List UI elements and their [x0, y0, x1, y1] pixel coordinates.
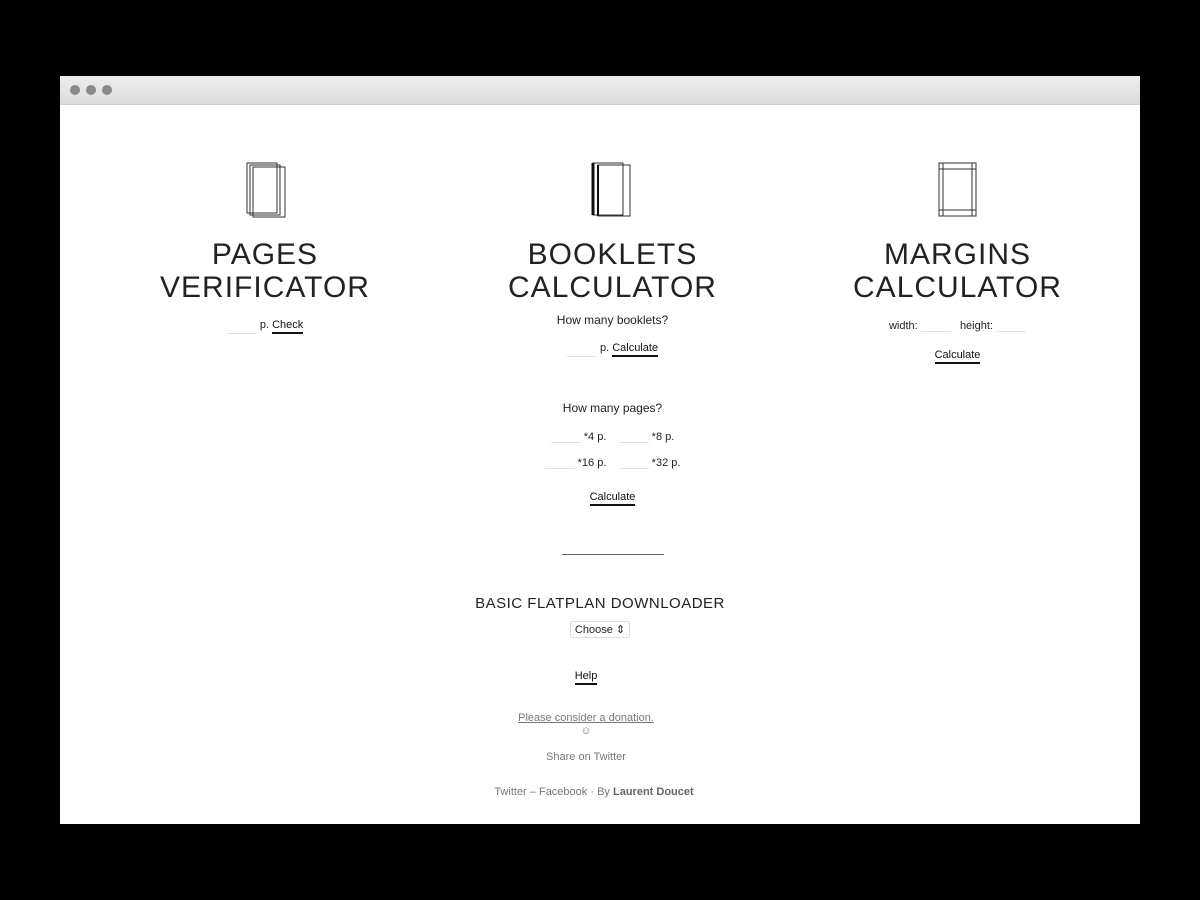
title-line-1: BOOKLETS — [527, 238, 698, 271]
pages-verificator-title — [120, 238, 410, 304]
browser-window — [60, 76, 1140, 824]
margins-page-icon — [937, 162, 979, 220]
title-line-2: CALCULATOR — [508, 271, 717, 304]
pages-unit-label: p. — [259, 319, 269, 331]
calculate-pages-row — [460, 491, 765, 506]
pages-stack-icon — [245, 162, 291, 220]
margins-size-row — [810, 319, 1105, 332]
pages-check-row — [120, 319, 410, 334]
width-input[interactable] — [921, 319, 951, 332]
smiley-row — [60, 725, 1126, 737]
maximize-window-icon[interactable] — [102, 85, 112, 95]
booklets-calculator-section — [460, 105, 765, 565]
title-line-1: MARGINS — [883, 238, 1031, 271]
flatplan-select-row — [60, 621, 1140, 638]
multiplier-row-1 — [460, 430, 765, 443]
title-line-2: VERIFICATOR — [160, 271, 370, 304]
height-input[interactable] — [996, 319, 1026, 332]
height-label: height: — [959, 320, 993, 332]
booklets-row — [460, 342, 765, 357]
help-row — [60, 670, 1126, 685]
pages-count-input[interactable] — [227, 321, 257, 334]
check-button[interactable]: Check — [272, 319, 303, 334]
footer-twitter-link[interactable]: Twitter — [494, 786, 527, 798]
donation-row — [60, 712, 1126, 724]
footer-by-label: By — [597, 786, 610, 798]
margins-calculator-title — [810, 238, 1105, 304]
calculate-booklets-button[interactable]: Calculate — [612, 342, 658, 357]
footer-separator: · — [590, 786, 595, 798]
calculate-margins-button[interactable]: Calculate — [935, 349, 981, 364]
minimize-window-icon[interactable] — [86, 85, 96, 95]
booklets-pages-input[interactable] — [567, 344, 597, 357]
title-line-1: PAGES — [211, 238, 319, 271]
margins-calculator-section — [810, 105, 1105, 365]
smiley-icon: ☺ — [580, 725, 592, 737]
flatplan-select-value: Choose — [574, 624, 613, 636]
times-8-label: *8 p. — [651, 431, 675, 443]
select-updown-icon: ⇕ — [615, 624, 626, 636]
flatplan-select[interactable] — [570, 621, 630, 638]
help-link[interactable]: Help — [575, 670, 598, 685]
footer-author-link[interactable]: Laurent Doucet — [612, 786, 694, 798]
close-window-icon[interactable] — [70, 85, 80, 95]
section-divider — [562, 554, 664, 555]
pages-question: How many pages? — [562, 401, 663, 415]
footer-dash: – — [529, 786, 536, 798]
footer-facebook-link[interactable]: Facebook — [538, 786, 588, 798]
flatplan-title: BASIC FLATPLAN DOWNLOADER — [475, 595, 725, 612]
title-line-2: CALCULATOR — [853, 271, 1062, 304]
calculate-margins-row — [810, 349, 1105, 364]
booklet-icon — [590, 162, 636, 220]
times-32-label: *32 p. — [651, 457, 681, 469]
flatplan-title-row — [60, 595, 1140, 612]
times-16-input[interactable] — [545, 456, 575, 469]
times-4-input[interactable] — [551, 430, 581, 443]
pages-verificator-section — [120, 105, 410, 365]
times-16-label: *16 p. — [577, 457, 607, 469]
times-8-input[interactable] — [619, 430, 649, 443]
calculate-pages-button[interactable]: Calculate — [590, 491, 636, 506]
width-label: width: — [888, 320, 918, 332]
multiplier-row-2 — [460, 456, 765, 469]
times-4-label: *4 p. — [583, 431, 607, 443]
booklets-unit-label: p. — [599, 342, 610, 354]
window-titlebar — [60, 76, 1140, 105]
share-twitter-link[interactable]: Share on Twitter — [546, 751, 626, 763]
booklets-calculator-title — [460, 238, 765, 304]
times-32-input[interactable] — [619, 456, 649, 469]
page-content — [60, 105, 1140, 824]
share-row — [60, 751, 1126, 763]
booklets-question: How many booklets? — [556, 313, 669, 327]
donation-link[interactable]: Please consider a donation. — [518, 712, 654, 724]
footer — [60, 786, 1134, 798]
